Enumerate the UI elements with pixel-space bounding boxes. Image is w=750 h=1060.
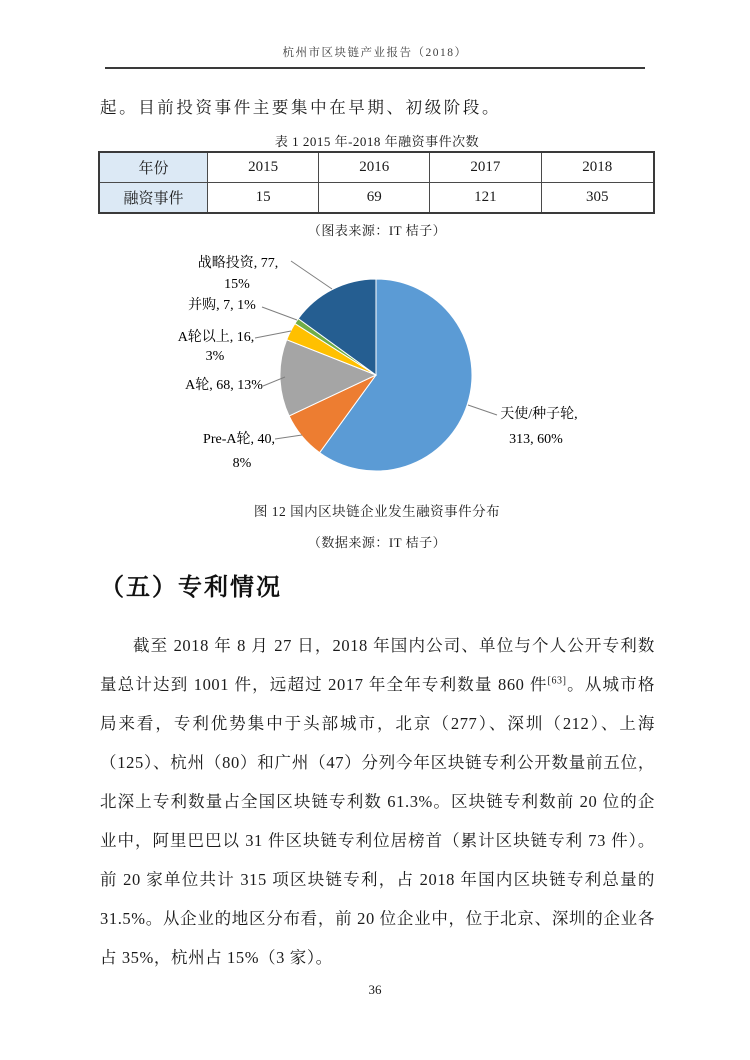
- intro-paragraph: 起。目前投资事件主要集中在早期、初级阶段。: [100, 98, 502, 117]
- pie-label-1-line-1: 8%: [232, 456, 252, 471]
- pie-label-3-line-1: 3%: [205, 349, 225, 364]
- leader-line-1: [275, 435, 302, 439]
- pie-label-4-line-0: 并购, 7, 1%: [188, 298, 256, 313]
- page-header-title: 杭州市区块链产业报告（2018）: [105, 44, 645, 69]
- table-header-row: [99, 152, 654, 183]
- leader-line-4: [262, 307, 297, 320]
- funding-events-table: [98, 151, 655, 214]
- table-caption: 表 1 2015 年-2018 年融资事件次数: [274, 134, 480, 149]
- leader-line-3: [255, 331, 291, 338]
- table-cell-year-label: 年份: [99, 152, 208, 183]
- table-data-row: [99, 183, 654, 214]
- footnote-reference: [63]: [547, 675, 567, 687]
- paragraph-text-1: 截至 2018 年 8 月 27 日，2018 年国内公司、单位与个人公开专利数量总计达到 1001 件，远超过 2017 年全年专利数量 860 件: [100, 636, 655, 694]
- table-cell-events-2018: 305: [541, 183, 654, 214]
- figure-source-note: （数据来源：IT 桔子）: [307, 535, 447, 550]
- leader-line-5: [291, 261, 332, 289]
- paragraph-text-2: 。从城市格局来看，专利优势集中于头部城市，北京（277）、深圳（212）、上海（125）、杭州（80）和广州（47）分列今年区块链专利公开数量前五位，北深上专利数量占全国区块链专利数 61.3%。区块链专利数前 20 位的企业中，阿里巴巴以 31 件区块链专利位居榜首（累计区块链专利 73 件）。前 20 家单位共计 315 项区块链专利，占 2018 年国内区块链专利总量的 31.5%。从企业的地区分布看，前 20 位企业中，位于北京、深圳的企业各占 35%，杭州占 15%（3 家）。: [100, 675, 656, 967]
- pie-label-2-line-0: A轮, 68, 13%: [185, 378, 263, 393]
- table-cell-events-2016: 69: [319, 183, 430, 214]
- patent-paragraph: [100, 626, 655, 977]
- table-cell-events-2017: 121: [430, 183, 541, 214]
- table-cell-2016: 2016: [319, 152, 430, 183]
- figure-caption: 图 12 国内区块链企业发生融资事件分布: [253, 504, 501, 519]
- pie-label-5-line-1: 15%: [224, 277, 250, 292]
- table-cell-events-2015: 15: [208, 183, 319, 214]
- table-cell-2015: 2015: [208, 152, 319, 183]
- page-number: 36: [368, 982, 382, 997]
- pie-chart: [95, 246, 655, 494]
- leader-line-0: [468, 405, 497, 415]
- table-cell-2018: 2018: [541, 152, 654, 183]
- table-cell-events-label: 融资事件: [99, 183, 208, 214]
- pie-label-0-line-1: 313, 60%: [509, 432, 563, 447]
- table-source-note: （图表来源：IT 桔子）: [307, 223, 447, 238]
- section-heading: （五）专利情况: [100, 575, 282, 601]
- pie-chart-area: [95, 246, 655, 494]
- pie-label-3-line-0: A轮以上, 16,: [177, 330, 255, 345]
- table-cell-2017: 2017: [430, 152, 541, 183]
- pie-label-1-line-0: Pre-A轮, 40,: [203, 432, 275, 447]
- pie-label-5-line-0: 战略投资, 77,: [197, 256, 279, 271]
- pie-label-0-line-0: 天使/种子轮,: [500, 407, 578, 422]
